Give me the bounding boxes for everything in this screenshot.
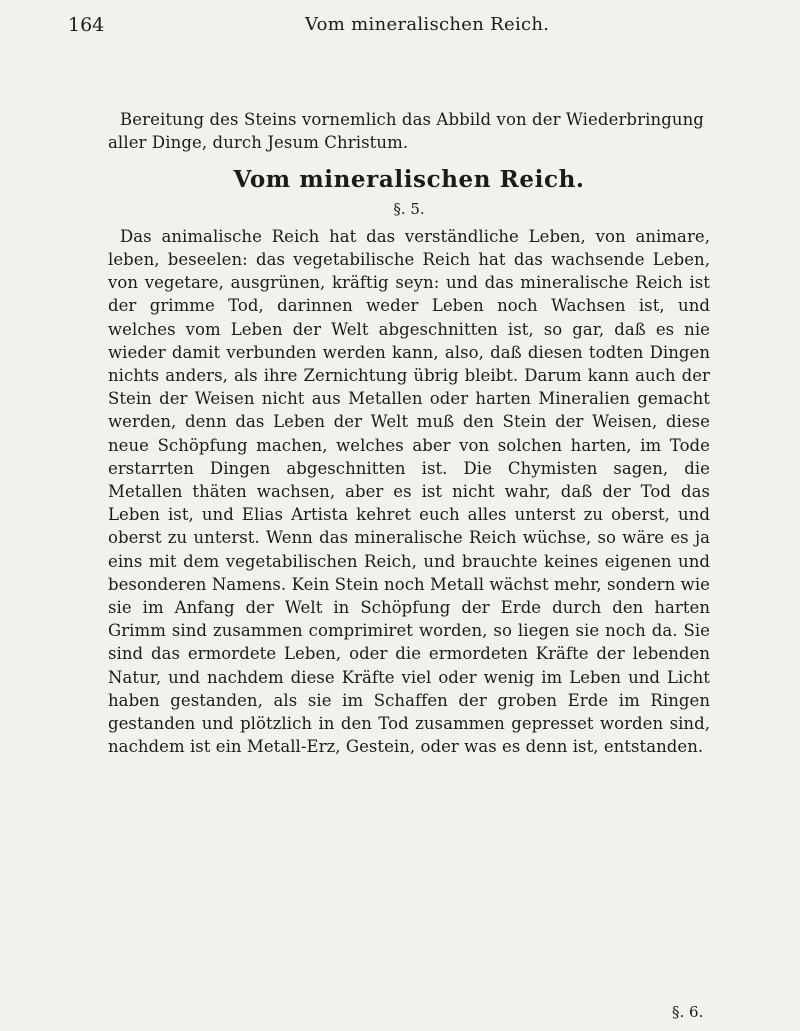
running-header: [0, 8, 800, 38]
body-paragraph: Das animalische Reich hat das verständliche Leben, von animare, leben, beseelen: das vegetabilische Reich hat das wachsende Leben, von vegetare, ausgrünen, kräftig seyn: und das mineralische Reich ist der grimme Tod, darinnen weder Leben noch Wachsen ist, und welches vom Leben der Welt abgeschnitten ist, so gar, daß es nie wieder damit verbunden werden kann, also, daß diesen todten Dingen nichts anders, als ihre Zernichtung übrig bleibt. Darum kann auch der Stein der Weisen nicht aus Metallen oder harten Mineralien gemacht werden, denn das Leben der Welt muß den Stein der Weisen, diese neue Schöpfung machen, welches aber von solchen harten, im Tode erstarrten Dingen abgeschnitten ist. Die Chymisten sagen, die Metallen thäten wachsen, aber es ist nicht wahr, daß der Tod das Leben ist, und Elias Artista kehret euch alles unterst zu oberst, und oberst zu unterst. Wenn das mineralische Reich wüchse, so wäre es ja eins mit dem vegetabilischen Reich, und brauchte keines eigenen und besonderen Namens. Kein Stein noch Metall wächst mehr, sondern wie sie im Anfang der Welt in Schöpfung der Erde durch den harten Grimm sind zusammen comprimiret worden, so liegen sie noch da. Sie sind das ermordete Leben, oder die ermordeten Kräfte der lebenden Natur, und nachdem diese Kräfte viel oder wenig im Leben und Licht haben gestanden, als sie im Schaffen der groben Erde im Ringen gestanden und plötzlich in den Tod zusammen gepresset worden sind, nachdem ist ein Metall-Erz, Gestein, oder was es denn ist, entstanden.: [108, 226, 710, 757]
running-title: Vom mineralischen Reich.: [305, 14, 550, 35]
section-heading: Vom mineralischen Reich.: [233, 166, 585, 194]
catchword: §. 6.: [672, 1003, 704, 1021]
page-number: 164: [68, 14, 105, 36]
section-number: §. 5.: [393, 199, 425, 218]
page-content: [108, 108, 710, 758]
intro-paragraph: Bereitung des Steins vornemlich das Abbild von der Wiederbringung aller Dinge, durch Jesum Christum.: [108, 110, 704, 153]
